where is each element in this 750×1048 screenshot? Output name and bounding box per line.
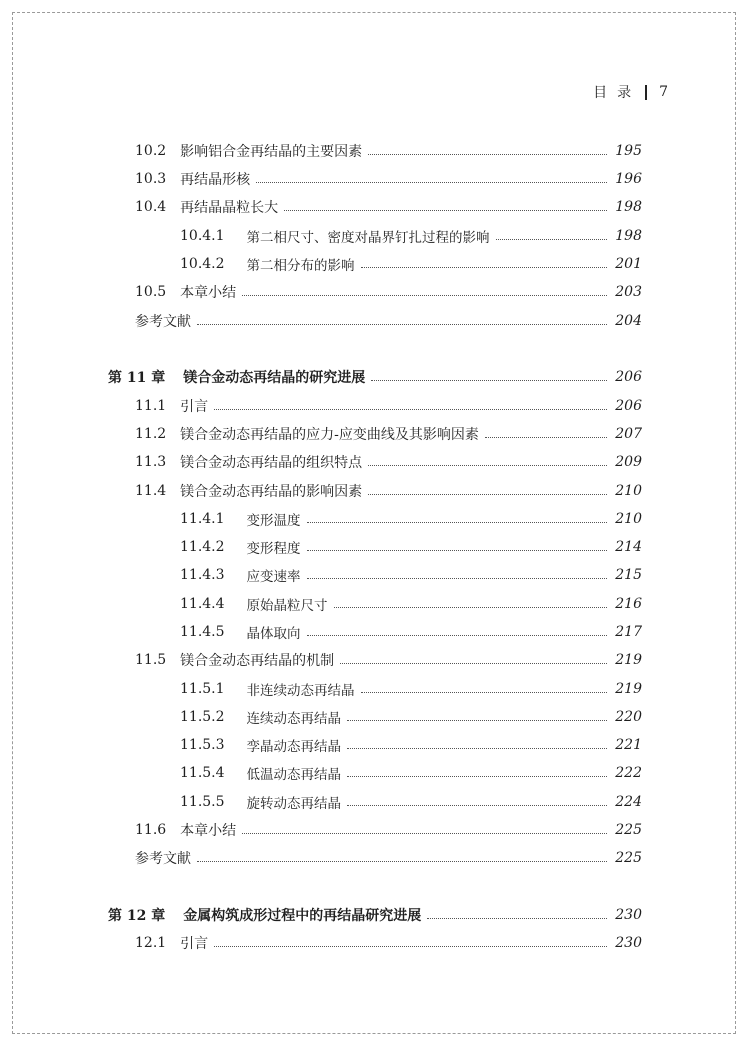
toc-entry-page: 215 (615, 567, 642, 583)
toc-entry-title: 镁合金动态再结晶的研究进展 (183, 370, 366, 386)
toc-dot-leader (361, 267, 608, 268)
toc-dot-leader (347, 776, 607, 777)
toc-entry[interactable] (180, 678, 642, 700)
toc-entry-page: 209 (615, 454, 642, 470)
toc-entry-page: 217 (615, 624, 642, 640)
toc-entry[interactable] (135, 819, 642, 841)
toc-entry-number: 11.4.3 (180, 567, 225, 583)
toc-dot-leader (307, 550, 608, 551)
toc-dot-leader (197, 861, 607, 862)
toc-entry-number: 第 12 章 (108, 908, 166, 924)
toc-dot-leader (307, 522, 608, 523)
toc-entry-number: 第 11 章 (108, 370, 166, 386)
toc-entry-page: 230 (615, 907, 642, 923)
toc-entry-number: 10.4.1 (180, 228, 225, 244)
toc-entry-title: 孪晶动态再结晶 (246, 739, 342, 755)
toc-entry-title: 本章小结 (180, 285, 237, 301)
toc-entry-title: 应变速率 (246, 569, 301, 585)
toc-entry[interactable] (135, 423, 642, 445)
toc-entry-page: 219 (615, 652, 642, 668)
toc-entry[interactable] (180, 621, 642, 643)
toc-entry-title: 第二相分布的影响 (246, 258, 355, 274)
toc-entry[interactable] (135, 196, 642, 218)
toc-entry-number: 11.5.5 (180, 794, 225, 810)
toc-entry[interactable] (180, 593, 642, 615)
toc-dot-leader (347, 720, 607, 721)
toc-entry-title: 镁合金动态再结晶的组织特点 (180, 455, 363, 471)
toc-entry-title: 引言 (180, 399, 209, 415)
toc-entry-page: 195 (615, 143, 642, 159)
toc-entry-number: 11.4.2 (180, 539, 225, 555)
toc-entry-title: 变形温度 (246, 513, 301, 529)
toc-entry-page: 225 (615, 822, 642, 838)
toc-entry-title: 晶体取向 (246, 626, 301, 642)
toc-entry-page: 206 (615, 369, 642, 385)
toc-entry-title: 参考文献 (135, 851, 191, 867)
toc-entry-title: 镁合金动态再结晶的机制 (180, 653, 335, 669)
toc-entry-number: 11.4.4 (180, 596, 225, 612)
toc-entry-page: 222 (615, 765, 642, 781)
toc-entry-page: 225 (615, 850, 642, 866)
toc-entry-number: 12.1 (135, 935, 167, 951)
toc-entry-number: 11.4 (135, 483, 167, 499)
toc-entry-page: 219 (615, 681, 642, 697)
toc-dot-leader (307, 578, 608, 579)
toc-dot-leader (256, 182, 607, 183)
toc-dot-leader (485, 437, 607, 438)
toc-dot-leader (340, 663, 607, 664)
toc-entry-title: 再结晶晶粒长大 (180, 200, 279, 216)
toc-entry-number: 10.3 (135, 171, 167, 187)
toc-entry-number: 10.2 (135, 143, 167, 159)
toc-entry[interactable] (180, 706, 642, 728)
toc-dot-leader (214, 946, 607, 947)
toc-entry-number: 11.4.5 (180, 624, 225, 640)
toc-entry-page: 204 (615, 313, 642, 329)
toc-entry[interactable] (135, 451, 642, 473)
toc-entry-title: 影响铝合金再结晶的主要因素 (180, 144, 363, 160)
toc-entry-number: 11.5.3 (180, 737, 225, 753)
toc-entry[interactable] (108, 366, 642, 388)
toc-entry-page: 206 (615, 398, 642, 414)
toc-entry[interactable] (135, 140, 642, 162)
toc-entry-title: 非连续动态再结晶 (246, 683, 355, 699)
toc-entry-title: 参考文献 (135, 314, 191, 330)
toc-entry-number: 11.3 (135, 454, 167, 470)
toc-entry-title: 引言 (180, 936, 209, 952)
toc-entry[interactable] (180, 536, 642, 558)
toc-entry-page: 224 (615, 794, 642, 810)
toc-dot-leader (368, 465, 607, 466)
toc-entry-page: 198 (615, 228, 642, 244)
toc-entry[interactable] (135, 310, 642, 332)
toc-entry[interactable] (180, 508, 642, 530)
toc-entry-number: 11.5.4 (180, 765, 225, 781)
toc-entry[interactable] (135, 480, 642, 502)
toc-dot-leader (307, 635, 608, 636)
toc-entry-title: 金属构筑成形过程中的再结晶研究进展 (183, 908, 422, 924)
toc-entry-title: 再结晶形核 (180, 172, 251, 188)
toc-dot-leader (368, 494, 607, 495)
toc-dot-leader (371, 380, 607, 381)
toc-entry-title: 镁合金动态再结晶的应力-应变曲线及其影响因素 (180, 427, 479, 443)
toc-entry-page: 207 (615, 426, 642, 442)
header-title: 目录 (593, 85, 642, 101)
toc-entry-number: 11.4.1 (180, 511, 225, 527)
toc-entry-number: 11.6 (135, 822, 167, 838)
toc-dot-leader (214, 409, 607, 410)
toc-entry-number: 11.5 (135, 652, 167, 668)
toc-entry-page: 196 (615, 171, 642, 187)
toc-entry[interactable] (135, 649, 642, 671)
toc-entry[interactable] (108, 904, 642, 926)
toc-entry-page: 221 (615, 737, 642, 753)
toc-entry[interactable] (135, 281, 642, 303)
toc-entry-page: 230 (615, 935, 642, 951)
toc-entry-title: 镁合金动态再结晶的影响因素 (180, 484, 363, 500)
toc-dot-leader (496, 239, 608, 240)
toc-entry-title: 本章小结 (180, 823, 237, 839)
toc-entry[interactable] (135, 847, 642, 869)
running-header (593, 82, 668, 102)
header-page-number: 7 (659, 84, 668, 100)
header-divider (645, 85, 647, 100)
toc-dot-leader (197, 324, 607, 325)
toc-entry[interactable] (180, 225, 642, 247)
toc-entry[interactable] (135, 932, 642, 954)
toc-entry-page: 220 (615, 709, 642, 725)
toc-entry-title: 连续动态再结晶 (246, 711, 342, 727)
toc-entry-number: 10.4 (135, 199, 167, 215)
toc-entry[interactable] (135, 395, 642, 417)
toc-entry-number: 11.5.2 (180, 709, 225, 725)
toc-entry-page: 203 (615, 284, 642, 300)
toc-entry[interactable] (180, 734, 642, 756)
toc-dot-leader (427, 918, 607, 919)
toc-entry-page: 198 (615, 199, 642, 215)
toc-entry-page: 214 (615, 539, 642, 555)
toc-entry-page: 201 (615, 256, 642, 272)
toc-entry-title: 低温动态再结晶 (246, 767, 342, 783)
toc-entry-page: 216 (615, 596, 642, 612)
toc-dot-leader (347, 748, 607, 749)
toc-entry-number: 10.5 (135, 284, 167, 300)
toc-dot-leader (368, 154, 607, 155)
toc-entry-number: 11.1 (135, 398, 167, 414)
toc-dot-leader (284, 210, 607, 211)
toc-entry[interactable] (180, 791, 642, 813)
toc-entry-page: 210 (615, 483, 642, 499)
toc-entry-title: 第二相尺寸、密度对晶界钉扎过程的影响 (246, 230, 490, 246)
toc-dot-leader (361, 692, 608, 693)
toc-entry-number: 11.2 (135, 426, 167, 442)
toc-entry-page: 210 (615, 511, 642, 527)
toc-dot-leader (347, 805, 607, 806)
toc-dot-leader (242, 295, 607, 296)
toc-dot-leader (334, 607, 608, 608)
toc-entry-number: 10.4.2 (180, 256, 225, 272)
toc-entry-title: 原始晶粒尺寸 (246, 598, 328, 614)
toc-entry-title: 旋转动态再结晶 (246, 796, 342, 812)
toc-entry[interactable] (180, 762, 642, 784)
toc-entry[interactable] (135, 168, 642, 190)
toc-entry[interactable] (180, 564, 642, 586)
toc-dot-leader (242, 833, 607, 834)
toc-entry[interactable] (180, 253, 642, 275)
toc-entry-title: 变形程度 (246, 541, 301, 557)
toc-entry-number: 11.5.1 (180, 681, 225, 697)
